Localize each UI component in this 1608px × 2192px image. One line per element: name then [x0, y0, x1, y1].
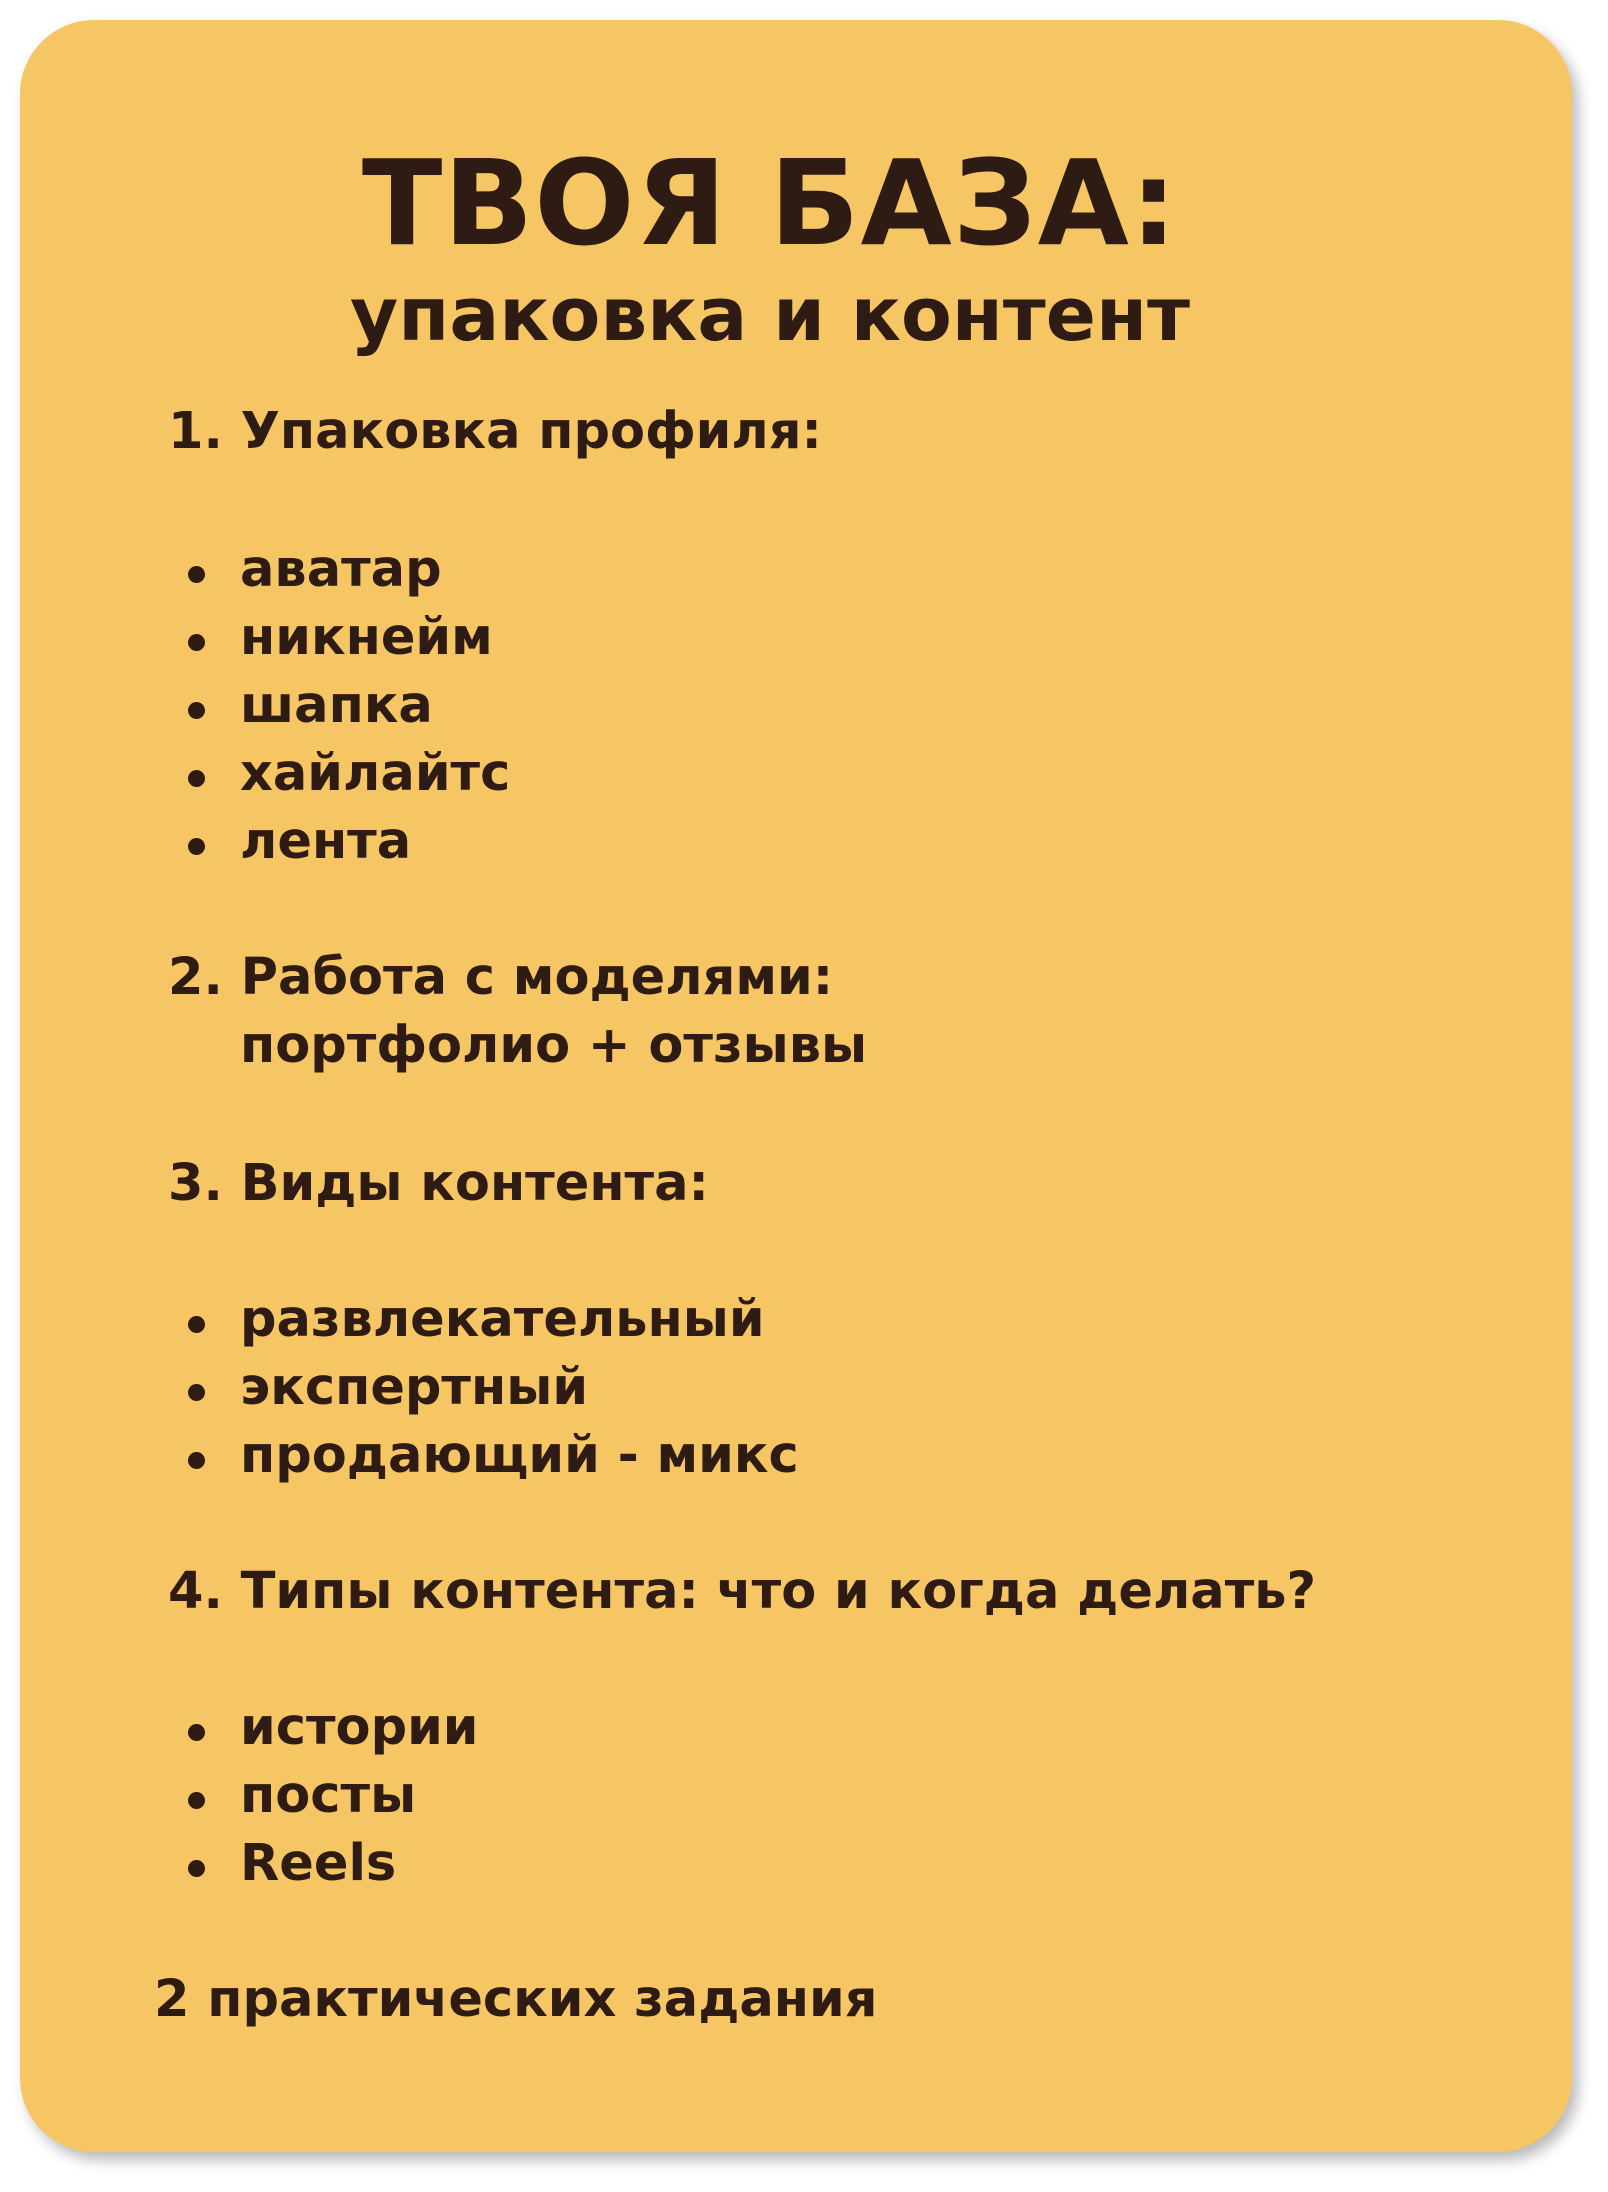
list-item-label: аватар	[240, 540, 442, 599]
section-3-heading: 3. Виды контента:	[168, 1154, 709, 1213]
bullet-icon	[188, 1792, 205, 1809]
section-4-heading: 4. Типы контента: что и когда делать?	[168, 1562, 1317, 1621]
list-item-label: экспертный	[240, 1358, 589, 1417]
section-2-heading: 2. Работа с моделями:	[168, 948, 834, 1007]
page-subtitle: упаковка и контент	[349, 272, 1190, 358]
bullet-icon	[188, 702, 205, 719]
bullet-icon	[188, 566, 205, 583]
list-item-label: истории	[240, 1698, 479, 1757]
info-card	[20, 20, 1572, 2152]
list-item-label: лента	[240, 812, 412, 871]
list-item-label: развлекательный	[240, 1290, 765, 1349]
list-item-label: продающий - микс	[240, 1426, 799, 1485]
bullet-icon	[188, 1316, 205, 1333]
list-item-label: Reels	[240, 1834, 397, 1893]
list-item-label: хайлайтс	[240, 744, 511, 803]
bullet-icon	[188, 634, 205, 651]
section-2-continuation: портфолио + отзывы	[240, 1016, 868, 1075]
list-item-label: никнейм	[240, 608, 493, 667]
page-title: ТВОЯ БАЗА:	[361, 134, 1179, 272]
footer-note: 2 практических задания	[154, 1970, 878, 2029]
bullet-icon	[188, 1384, 205, 1401]
bullet-icon	[188, 838, 205, 855]
list-item-label: шапка	[240, 676, 433, 735]
section-1-heading: 1. Упаковка профиля:	[168, 402, 822, 461]
bullet-icon	[188, 770, 205, 787]
bullet-icon	[188, 1724, 205, 1741]
list-item-label: посты	[240, 1766, 417, 1825]
bullet-icon	[188, 1860, 205, 1877]
bullet-icon	[188, 1452, 205, 1469]
